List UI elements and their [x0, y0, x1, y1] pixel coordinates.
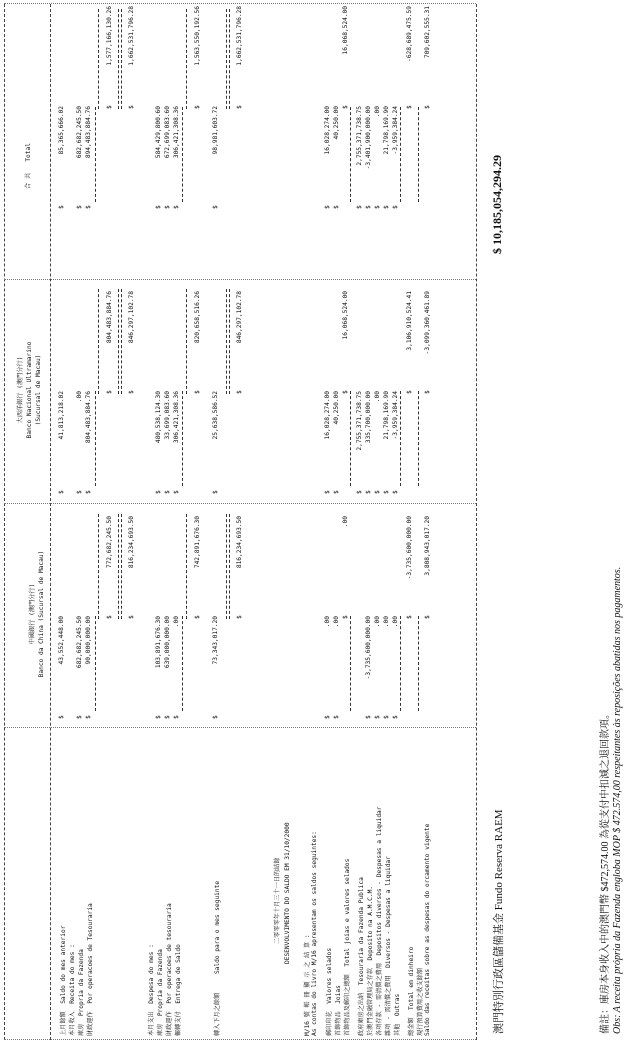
sum-rule [118, 9, 122, 109]
dollar-sign: $ [365, 490, 372, 494]
cell-bnu: 40,250.00 [333, 391, 340, 425]
cell-boc: 43,552,448.00 [58, 616, 65, 665]
m16-label: 其他 Outras [394, 993, 401, 1036]
dollar-sign: $ [76, 205, 83, 209]
dollar-sign: $ [164, 205, 171, 209]
cell-boc: 639,000,000.00 [164, 616, 171, 669]
cell-boc: .00 [374, 616, 381, 628]
row-label: 財政運作 Por operacoes de tesouraria [166, 903, 173, 1036]
dollar-sign: $ [212, 490, 219, 494]
bottom-border [476, 4, 477, 1040]
item-rule [95, 107, 96, 202]
cell-boc: 90,000,000.00 [85, 616, 92, 665]
dollar-sign: $ [236, 615, 243, 619]
dollar-sign: $ [194, 105, 201, 109]
sum-rule [186, 9, 187, 109]
cell-total: 16,028,274.00 [324, 106, 331, 155]
m16-header: M/16 號 帳 冊 顯 示 之 結 算 : [304, 934, 311, 1036]
dollar-sign: $ [392, 490, 399, 494]
header-bnu-pt1: Banco Nacional Ultramarino [26, 341, 33, 439]
cell-bnu: 3,106,910,524.41 [406, 291, 413, 351]
header-boc [28, 514, 46, 714]
dollar-sign: $ [164, 490, 171, 494]
dollar-sign: $ [342, 615, 349, 619]
dollar-sign: $ [392, 205, 399, 209]
dollar-sign: $ [374, 205, 381, 209]
header-bnu [16, 290, 43, 490]
cell-boc: 103,891,676.30 [155, 616, 162, 669]
dollar-sign: $ [424, 105, 431, 109]
m16-label: 首飾物品 Joias [335, 985, 342, 1036]
cell-bnu: 2,755,371,738.75 [356, 391, 363, 451]
section-title-zh: 二零零零年十月三十一日的結餘 [274, 857, 281, 944]
dollar-sign: $ [128, 615, 135, 619]
dollar-sign: $ [324, 490, 331, 494]
row-label: 轉入下月之餘額 Saldo para o mes seguinte [214, 880, 221, 1036]
header-bnu-zh: 大西洋銀行 (澳門分行) [17, 356, 24, 424]
dollar-sign: $ [324, 205, 331, 209]
row-label: 本月收入 Receita do mes : [69, 944, 76, 1036]
cell-total: 21,798,169.90 [383, 106, 390, 155]
cell-boc: 742,891,676.30 [194, 516, 201, 569]
dollar-sign: $ [58, 715, 65, 719]
dollar-sign: $ [128, 390, 135, 394]
sum-rule [98, 9, 99, 109]
dollar-sign: $ [155, 490, 162, 494]
header-divider [50, 4, 51, 1040]
dollar-sign: $ [342, 390, 349, 394]
note-zh: 備註：庫房本身收入中的澳門幣 $472,574.00 為從支付中扣減之退回款項。 [600, 709, 611, 1034]
m16-rule [418, 391, 419, 486]
cell-boc: .00 [383, 616, 390, 628]
cell-total: 306,421,308.36 [173, 106, 180, 159]
dollar-sign: $ [356, 490, 363, 494]
m16-rule [350, 616, 351, 711]
dollar-sign: $ [85, 715, 92, 719]
cell-bnu: 804,483,884.76 [85, 391, 92, 444]
cell-total: 584,429,800.60 [155, 106, 162, 159]
sum-rule [118, 514, 122, 619]
m16-rule [400, 107, 401, 202]
cell-total: 709,602,555.31 [424, 6, 431, 59]
cell-total: 894,483,884.76 [85, 106, 92, 159]
cell-boc: 3,808,943,017.20 [424, 516, 431, 576]
header-boc-zh: 中國銀行 (澳門分行) [29, 583, 36, 645]
dollar-sign: $ [383, 490, 390, 494]
header-boc-pt: Banco da China (Sucursal de Macau) [38, 550, 45, 678]
sum-rule [226, 514, 230, 619]
sum-rule [118, 289, 122, 394]
m16-label: 政府庫房之出納 Tesouraria da Fazenda Publica [358, 877, 365, 1036]
dollar-sign: $ [333, 205, 340, 209]
dollar-sign: $ [85, 205, 92, 209]
item-rule [182, 616, 183, 711]
m16-rule [350, 107, 351, 202]
dollar-sign: $ [374, 715, 381, 719]
cell-boc: .00 [324, 616, 331, 628]
cell-total: 1,577,166,130.26 [106, 6, 113, 66]
dollar-sign: $ [106, 105, 113, 109]
note-pt: Obs: A receita própria da Fazenda engloba MOP $ 472.574,00 respeitantes às reposições abatidas nos pagamentos. [612, 566, 623, 1034]
cell-bnu: .00 [76, 391, 83, 403]
cell-bnu: 820,658,516.26 [194, 291, 201, 344]
dollar-sign: $ [194, 615, 201, 619]
side-title: 澳門特別行政區儲備基金 Fundo Reserva RAEM [493, 809, 505, 1034]
cell-boc: .00 [333, 616, 340, 628]
cell-total: -628,689,475.59 [406, 6, 413, 62]
cell-bnu: -3,959,384.24 [392, 391, 399, 440]
dollar-sign: $ [194, 390, 201, 394]
row-label: 上月餘額 Saldo do mes anterior [60, 925, 67, 1036]
dollar-sign: $ [365, 715, 372, 719]
dollar-sign: $ [374, 490, 381, 494]
dollar-sign: $ [164, 715, 171, 719]
dollar-sign: $ [333, 490, 340, 494]
cell-bnu: -3,099,360,461.89 [424, 291, 431, 355]
dollar-sign: $ [236, 390, 243, 394]
m16-label: 雜項 - 需清償之費用 Diversos - Despesas a liquidar [385, 856, 392, 1036]
m16-rule [418, 107, 419, 202]
cell-boc: 816,234,693.50 [128, 516, 135, 569]
cell-bnu: 306,421,308.36 [173, 391, 180, 444]
dollar-sign: $ [324, 715, 331, 719]
cell-bnu: 480,538,124.30 [155, 391, 162, 444]
m16-rule [350, 391, 351, 486]
sum-rule [98, 289, 99, 394]
dollar-sign: $ [58, 205, 65, 209]
cell-bnu: 16,028,274.00 [324, 391, 331, 440]
dollar-sign: $ [212, 205, 219, 209]
m16-label: 各項存款 - 需清償之費用 Depositos diversos - Despesas a liquidar [376, 806, 383, 1036]
m16-label: 總金額 Total em dinheiro [408, 946, 415, 1036]
dollar-sign: $ [173, 715, 180, 719]
dollar-sign: $ [424, 615, 431, 619]
row-label: 財政運作 Por operacoes de Tesouraria [87, 903, 94, 1036]
sum-rule [226, 289, 230, 394]
row-label: 輾轉支付 Entrega de Saldo [175, 944, 182, 1036]
dollar-sign: $ [128, 105, 135, 109]
grand-total: $ 10,185,054,294.29 [490, 155, 504, 254]
cell-total: 16,068,524.00 [342, 6, 349, 55]
cell-boc: .00 [342, 516, 349, 528]
dollar-sign: $ [356, 205, 363, 209]
m16-rule [400, 391, 401, 486]
dollar-sign: $ [155, 205, 162, 209]
dollar-sign: $ [76, 715, 83, 719]
cell-bnu: 25,638,586.52 [212, 391, 219, 440]
cell-total: 682,682,245.50 [76, 106, 83, 159]
cell-bnu: 804,483,884.76 [106, 291, 113, 344]
cell-bnu: 846,297,102.78 [236, 291, 243, 344]
dollar-sign: $ [342, 105, 349, 109]
dollar-sign: $ [85, 490, 92, 494]
top-border [4, 4, 5, 1040]
cell-boc: -3,735,600,000.00 [406, 516, 413, 580]
left-border [4, 1039, 476, 1040]
cell-bnu: 41,813,218.02 [58, 391, 65, 440]
sum-rule [186, 289, 187, 394]
m16-rule [418, 616, 419, 711]
cell-boc: .00 [173, 616, 180, 628]
dollar-sign: $ [392, 715, 399, 719]
sum-rule [226, 9, 230, 109]
dollar-sign: $ [383, 715, 390, 719]
cell-total: 85,365,666.02 [58, 106, 65, 155]
cell-total: 2,755,371,738.75 [356, 106, 363, 166]
cell-boc: 682,682,245.50 [76, 616, 83, 669]
col-sep-3 [4, 279, 476, 280]
cell-bnu: .00 [374, 391, 381, 403]
cell-total: 1,662,531,796.28 [128, 6, 135, 66]
cell-boc: -3,735,600,000.00 [365, 616, 372, 680]
m16-label: 首飾物品及郵印之總額 Total joias e valores selados [344, 858, 351, 1036]
m16-label: 於澳門金融管理局之存款 Deposito na A.M.C.M. [367, 885, 374, 1036]
cell-total: -3,401,900,000.00 [365, 106, 372, 170]
dollar-sign: $ [424, 390, 431, 394]
item-rule [182, 107, 183, 202]
cell-boc: 772,682,245.50 [106, 516, 113, 569]
dollar-sign: $ [212, 715, 219, 719]
dollar-sign: $ [173, 490, 180, 494]
cell-bnu: 335,700,000.00 [365, 391, 372, 444]
cell-total: 40,250.00 [333, 106, 340, 140]
header-total [24, 66, 33, 266]
dollar-sign: $ [236, 105, 243, 109]
cell-total: 1,563,550,192.56 [194, 6, 201, 66]
sum-rule [98, 514, 99, 619]
cell-bnu: 21,798,169.90 [383, 391, 390, 440]
row-label: 庫房 Propria da Fazenda [78, 949, 85, 1036]
header-bnu-pt2: (Sucursal de Macau) [35, 354, 42, 426]
item-rule [182, 391, 183, 486]
dollar-sign: $ [383, 205, 390, 209]
right-border [4, 3, 476, 4]
dollar-sign: $ [106, 615, 113, 619]
section-title-pt: DESENVOLVIMENTO DO SALDO EM 31/10/2000 [284, 822, 291, 964]
cell-total: .00 [374, 106, 381, 118]
col-sep-1 [4, 727, 476, 728]
header-total-pt: Total [25, 143, 32, 162]
item-rule [95, 391, 96, 486]
col-sep-2 [4, 503, 476, 504]
m16-label: 郵印印花 Valores selados [326, 947, 333, 1036]
dollar-sign: $ [365, 205, 372, 209]
m16-label: 現行預算費用之收支餘額 [417, 967, 424, 1036]
cell-bnu: 16,068,524.00 [342, 291, 349, 340]
dollar-sign: $ [155, 715, 162, 719]
item-rule [95, 616, 96, 711]
row-label: 本月支出 Despesa do mes : [148, 944, 155, 1036]
cell-total: -3,959,384.24 [392, 106, 399, 155]
cell-boc: .00 [392, 616, 399, 628]
cell-total: 1,662,531,796.28 [236, 6, 243, 66]
sum-rule [186, 514, 187, 619]
cell-boc: 73,343,017.20 [212, 616, 219, 665]
header-total-zh: 合 共 [25, 172, 32, 189]
m16-intro: As contas do livro M/16 apresentam os saldos seguintes: [311, 831, 318, 1036]
cell-total: 98,981,603.72 [212, 106, 219, 155]
dollar-sign: $ [76, 490, 83, 494]
cell-boc: 816,234,693.50 [236, 516, 243, 569]
m16-rule [400, 616, 401, 711]
dollar-sign: $ [406, 105, 413, 109]
dollar-sign: $ [406, 615, 413, 619]
dollar-sign: $ [333, 715, 340, 719]
dollar-sign: $ [106, 390, 113, 394]
row-label: 庫房 Propria da Fazenda [157, 949, 164, 1036]
m16-label: Saldo das receitas sobre as despesas do orcamento vigente [424, 823, 431, 1036]
cell-bnu: 846,297,102.78 [128, 291, 135, 344]
dollar-sign: $ [173, 205, 180, 209]
cell-total: 672,699,083.60 [164, 106, 171, 159]
dollar-sign: $ [58, 490, 65, 494]
cell-bnu: 33,699,083.60 [164, 391, 171, 440]
dollar-sign: $ [406, 390, 413, 394]
